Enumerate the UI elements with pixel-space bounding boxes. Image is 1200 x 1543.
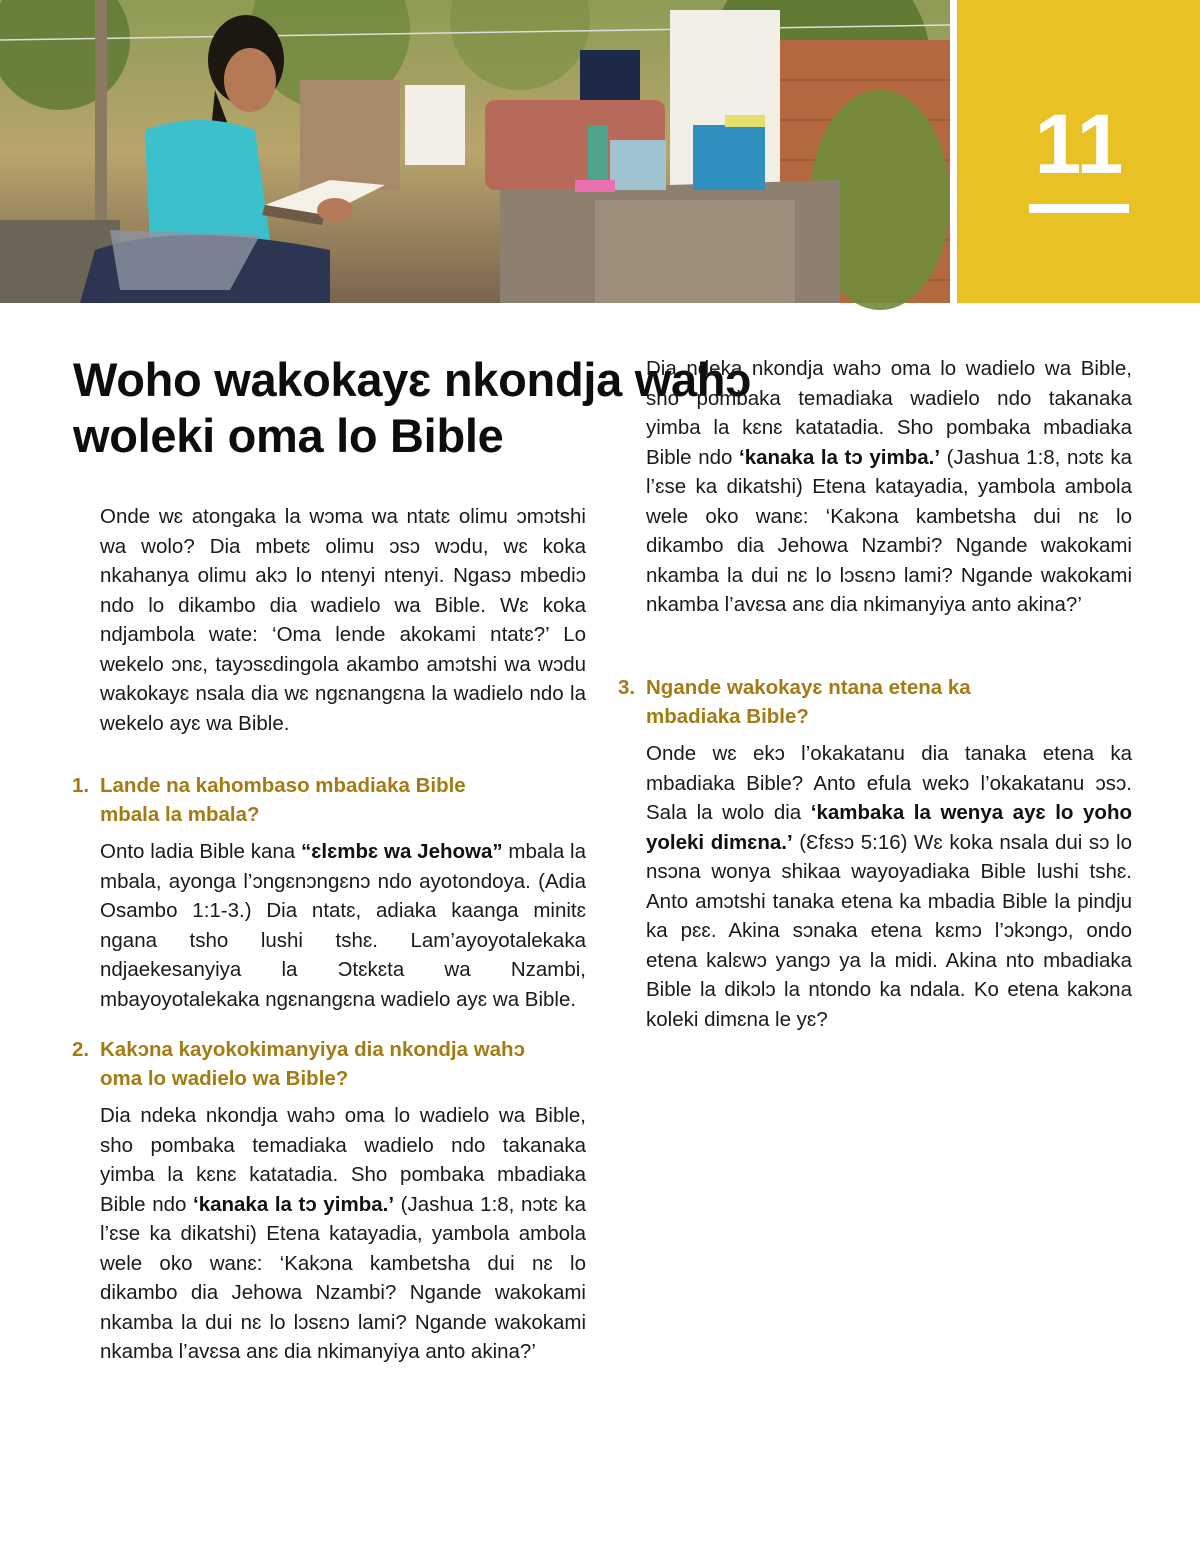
section-1-text-a: Onto ladia Bible kana (100, 840, 301, 863)
section-3-paragraph (646, 739, 1132, 1034)
lesson-number-underline (1029, 204, 1129, 213)
section-2-paragraph (100, 1101, 586, 1363)
section-2-heading (72, 1036, 586, 1093)
section-1-paragraph (100, 837, 586, 1014)
section-3-heading-line-1: Ngande wakokayɛ ntana etena ka (646, 676, 971, 699)
section-2-text-a: Dia ndeka nkondja wahɔ oma lo wadielo wa Bible, sho pombaka temadiaka wadielo ndo takanaka yimba la kɛnɛ katatadia. Sho pombaka mbadiaka Bible ndo (100, 1104, 586, 1216)
section-3-heading (618, 674, 1132, 731)
section-2-emphasis: ‘kanaka la tɔ yimba.’ (193, 1192, 395, 1216)
section-1-number: 1. (72, 774, 90, 797)
intro-paragraph: Onde wɛ atongaka la wɔma wa ntatɛ olimu ɔmɔtshi wa wolo? Dia mbetɛ olimu ɔsɔ wɔdu, wɛ koka nkahanya olimu akɔ lo ntenyi ntenyi. Ngasɔ mbediɔ ndo lo dikambo dia wadielo wa Bible. Wɛ koka ndjambola wate: ‘Oma lende akokami ntatɛ?’ Lo wekelo ɔnɛ, tayɔsɛdingola akambo amɔtshi wa wɔdu wakokayɛ nsala dia wɛ ngɛnangɛna la wadielo ndo la wekelo ayɛ wa Bible. (100, 505, 586, 735)
right-column (618, 357, 1132, 1034)
section-3-number: 3. (618, 676, 636, 699)
section-3-heading-line-2: mbadiaka Bible? (646, 704, 809, 728)
title-line-2: woleki oma lo Bible (73, 409, 504, 462)
woman-reading-bible-photo (0, 0, 950, 303)
section-3-text-b: (Ɛfɛsɔ 5:16) Wɛ koka nsala dui sɔ lo nsɔna wonya shikaa wayoyadiaka Bible lushi tshɛ. Anto amɔtshi tanaka etena ka mbadia Bible la pindju ka pɛɛ. Akina sɔnaka etena kɛmɔ l’ɔkɔngɔ, ondo etena kalɛwɔ yangɔ ya la midi. Akina nto mbadiaka Bible la dikɔlɔ la ntondo ka ndala. Ko etena kakɔna koleki dimɛna le yɛ? (646, 830, 1132, 1031)
title-line-1: Woho wakokayɛ nkondja wahɔ (73, 353, 752, 406)
section-3-text-a: Onde wɛ ekɔ l’okakatanu dia tanaka etena ka mbadiaka Bible? Anto efula wekɔ l’okakatanu ɔsɔ. Sala la wolo dia (646, 742, 1132, 824)
left-column (72, 502, 587, 1363)
header-photo (0, 0, 950, 303)
section-2-heading-line-1: Kakɔna kayokokimanyiya dia nkondja wahɔ (100, 1038, 525, 1061)
lesson-number: 11 (1034, 97, 1124, 191)
section-2-heading-line-2: oma lo wadielo wa Bible? (100, 1066, 349, 1090)
lesson-number-box (957, 0, 1200, 303)
section-1-text-b: mbala la mbala, ayonga l’ɔngɛnɔngɛnɔ ndo ayotondoya. (Adia Osambo 1:1-3.) Dia ntatɛ, adiaka kaanga minitɛ ngana tsho lushi tshɛ. Lam’ayoyotalekaka ndjaekesanyiya la Ɔtɛkɛta wa Nzambi, mbayoyotalekaka ngɛnangɛna wadielo ayɛ wa Bible. (100, 840, 587, 1011)
section-2-continuation (646, 357, 1132, 650)
section-2-text-b-cont: (Jashua 1:8, nɔtɛ ka l’ɛse ka dikatshi) Etena katayadia, yambola ambola wele oko wanɛ: ‘Kakɔna kambetsha dui nɛ lo dikambo dia Jehowa Nzambi? Ngande wakokami nkamba la dui nɛ lo lɔsɛnɔ lami? Ngande wakokami nkamba l’avɛsa anɛ dia nkimanyiya anto akina?’ (646, 445, 1132, 616)
section-1-heading-line-2: mbala la mbala? (100, 802, 260, 826)
section-3-emphasis: ‘kambaka la wenya ayɛ lo yoho yoleki dimɛna.’ (646, 801, 1132, 854)
section-2-text-a-cont: Dia ndeka nkondja wahɔ oma lo wadielo wa Bible, sho pombaka temadiaka wadielo ndo takanaka yimba la kɛnɛ katatadia. Sho pombaka mbadiaka Bible ndo (646, 357, 1132, 469)
section-1-emphasis: “ɛlɛmbɛ wa Jehowa” (300, 840, 503, 863)
section-2-paragraph-continued (646, 354, 1132, 620)
section-1-heading-line-1: Lande na kahombaso mbadiaka Bible (100, 774, 466, 797)
section-2-number: 2. (72, 1038, 90, 1061)
section-2-text-b: (Jashua 1:8, nɔtɛ ka l’ɛse ka dikatshi) Etena katayadia, yambola ambola wele oko wanɛ: ‘Kakɔna kambetsha dui nɛ lo dikambo dia Jehowa Nzambi? Ngande wakokami nkamba la dui nɛ lo lɔsɛnɔ lami? Ngande wakokami nkamba l’avɛsa anɛ dia nkimanyiya anto akina?’ (100, 1192, 586, 1363)
section-2-emphasis-cont: ‘kanaka la tɔ yimba.’ (739, 445, 941, 469)
section-1-heading (72, 772, 586, 829)
